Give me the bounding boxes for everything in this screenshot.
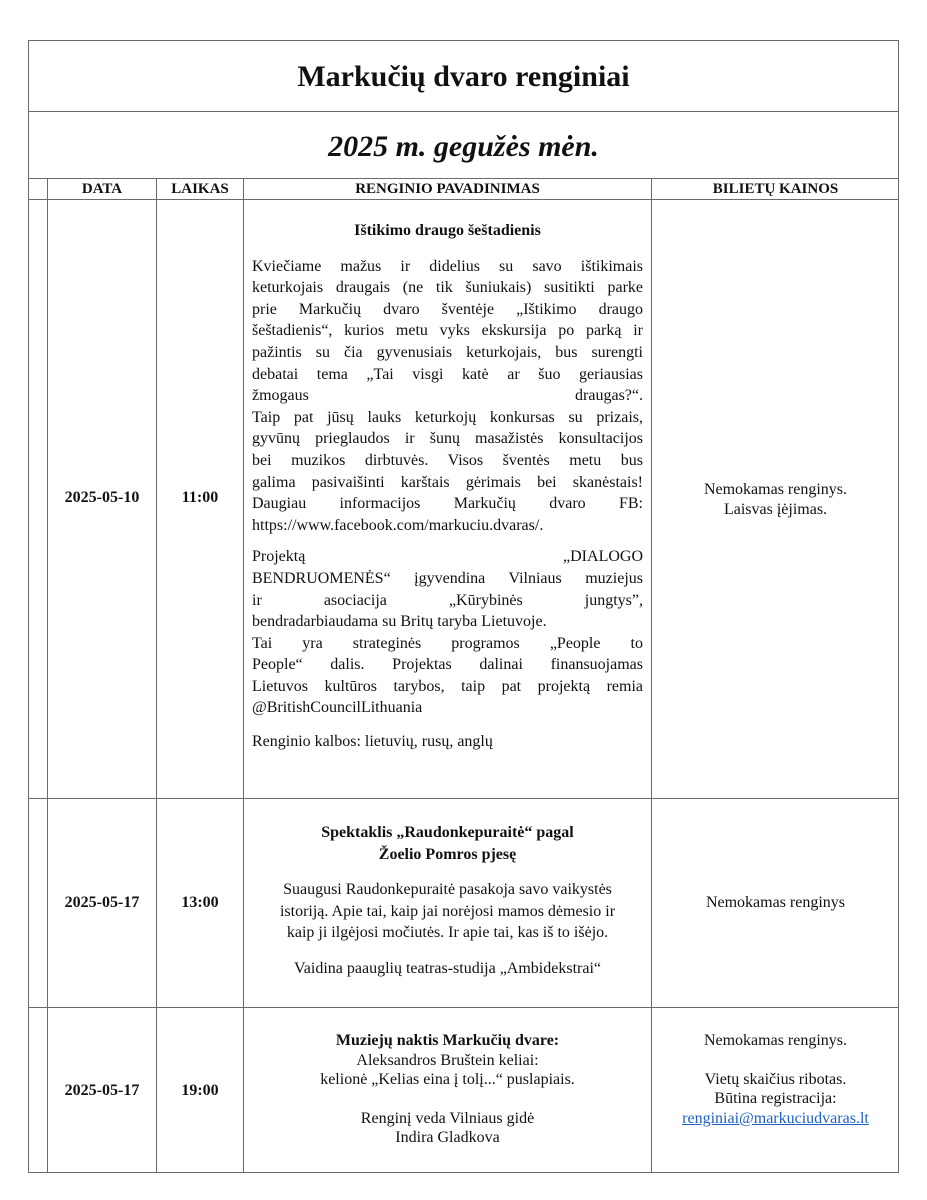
price-line: Vietų skaičius ribotas. <box>704 1070 847 1088</box>
event-time: 13:00 <box>181 894 219 911</box>
description-line: istoriją. Apie tai, kaip jai norėjosi mamos dėmesio ir <box>279 902 616 920</box>
project-line: People“ dalis. Projektas dalinai finansuojamas <box>252 656 643 674</box>
divider <box>28 798 899 799</box>
project-line: Lietuvos kultūros tarybos, taip pat projektą remia <box>252 677 643 695</box>
column-divider <box>47 178 48 1173</box>
event-title: Ištikimo draugo šeštadienis <box>354 222 541 239</box>
header-time: LAIKAS <box>171 181 229 197</box>
event-date: 2025-05-17 <box>64 1082 140 1099</box>
event-cell <box>252 220 643 753</box>
event-time: 19:00 <box>181 1082 219 1099</box>
event-title: Žoelio Pomros pjesę <box>378 845 517 863</box>
event-title: Spektaklis „Raudonkepuraitė“ pagal <box>321 824 574 841</box>
price-cell <box>652 1031 899 1128</box>
price-line: Laisvas įėjimas. <box>723 501 828 518</box>
project-line: Projektą „DIALOGO <box>252 548 643 566</box>
price-cell <box>652 480 899 520</box>
description-line: galima pasivaišinti karštais gėrimais bei skanėstais! <box>252 473 643 491</box>
event-cell <box>252 822 643 980</box>
header-price: BILIETŲ KAINOS <box>712 181 839 197</box>
header-date: DATA <box>81 181 123 197</box>
description-line: šeštadienis“, kurios metu vyks ekskursija po parką ir <box>252 322 643 340</box>
event-languages: Renginio kalbos: lietuvių, rusų, anglų <box>252 733 493 751</box>
column-divider <box>243 178 244 1173</box>
project-line: @BritishCouncilLithuania <box>252 699 423 717</box>
page-subtitle: 2025 m. gegužės mėn. <box>328 130 599 163</box>
divider <box>28 199 899 200</box>
project-line: Tai yra strateginės programos „People to <box>252 634 643 652</box>
description-line: Daugiau informacijos Markučių dvaro FB: <box>252 495 643 513</box>
divider <box>28 1007 899 1008</box>
price-line: Nemokamas renginys. <box>703 481 848 498</box>
description-line: žmogaus draugas?“. <box>252 387 643 405</box>
price-cell: Nemokamas renginys <box>705 894 846 911</box>
event-date: 2025-05-10 <box>64 489 140 506</box>
host-line: Indira Gladkova <box>395 1129 500 1146</box>
description-line: gyvūnų prieglaudos ir šunų masažistės konsultacijos <box>252 430 643 448</box>
registration-email-link[interactable]: renginiai@markuciudvaras.lt <box>682 1109 869 1127</box>
description-line: prie Markučių dvaro šventėje „Ištikimo draugo <box>252 300 643 318</box>
description-line: kelionė „Kelias eina į tolį...“ puslapiais. <box>320 1071 575 1088</box>
description-line: Aleksandros Bruštein keliai: <box>356 1051 539 1069</box>
project-line: BENDRUOMENĖS“ įgyvendina Vilniaus muziejus <box>252 569 643 587</box>
description-line: Taip pat jūsų lauks keturkojų konkursas su prizais, <box>252 408 643 426</box>
project-line: ir asociacija „Kūrybinės jungtys”, <box>252 591 643 609</box>
description-line: Kviečiame mažus ir didelius su savo ištikimais <box>252 257 643 275</box>
event-cell <box>252 1031 643 1148</box>
event-title: Muziejų naktis Markučių dvare: <box>335 1032 560 1049</box>
event-performers: Vaidina paauglių teatras-studija „Ambidekstrai“ <box>293 959 601 977</box>
description-line: Suaugusi Raudonkepuraitė pasakoja savo vaikystės <box>283 881 612 899</box>
divider <box>28 111 899 112</box>
facebook-link[interactable]: https://www.facebook.com/markuciu.dvaras/. <box>252 516 544 534</box>
description-line: pažintis su čia gyvenusiais keturkojais, bus surengti <box>252 343 643 361</box>
project-line: bendradarbiaudama su Britų taryba Lietuvoje. <box>252 613 547 631</box>
header-event: RENGINIO PAVADINIMAS <box>355 181 540 197</box>
event-date: 2025-05-17 <box>64 894 140 911</box>
description-line: keturkojais draugais (ne tik šuniukais) susitikti parke <box>252 279 643 297</box>
description-line: bei muzikos dirbtuvės. Visos šventės metu bus <box>252 451 643 469</box>
column-divider <box>651 178 652 1173</box>
page-title: Markučių dvaro renginiai <box>297 60 630 93</box>
description-line: debatai tema „Tai visgi katė ar šuo geriausias <box>252 365 643 383</box>
host-line: Renginį veda Vilniaus gidė <box>360 1109 535 1127</box>
event-time: 11:00 <box>181 489 219 506</box>
price-line: Nemokamas renginys. <box>703 1032 848 1049</box>
description-line: kaip ji ilgėjosi močiutės. Ir apie tai, kas iš to išėjo. <box>286 924 609 942</box>
price-line: Būtina registracija: <box>714 1090 837 1107</box>
column-divider <box>156 178 157 1173</box>
